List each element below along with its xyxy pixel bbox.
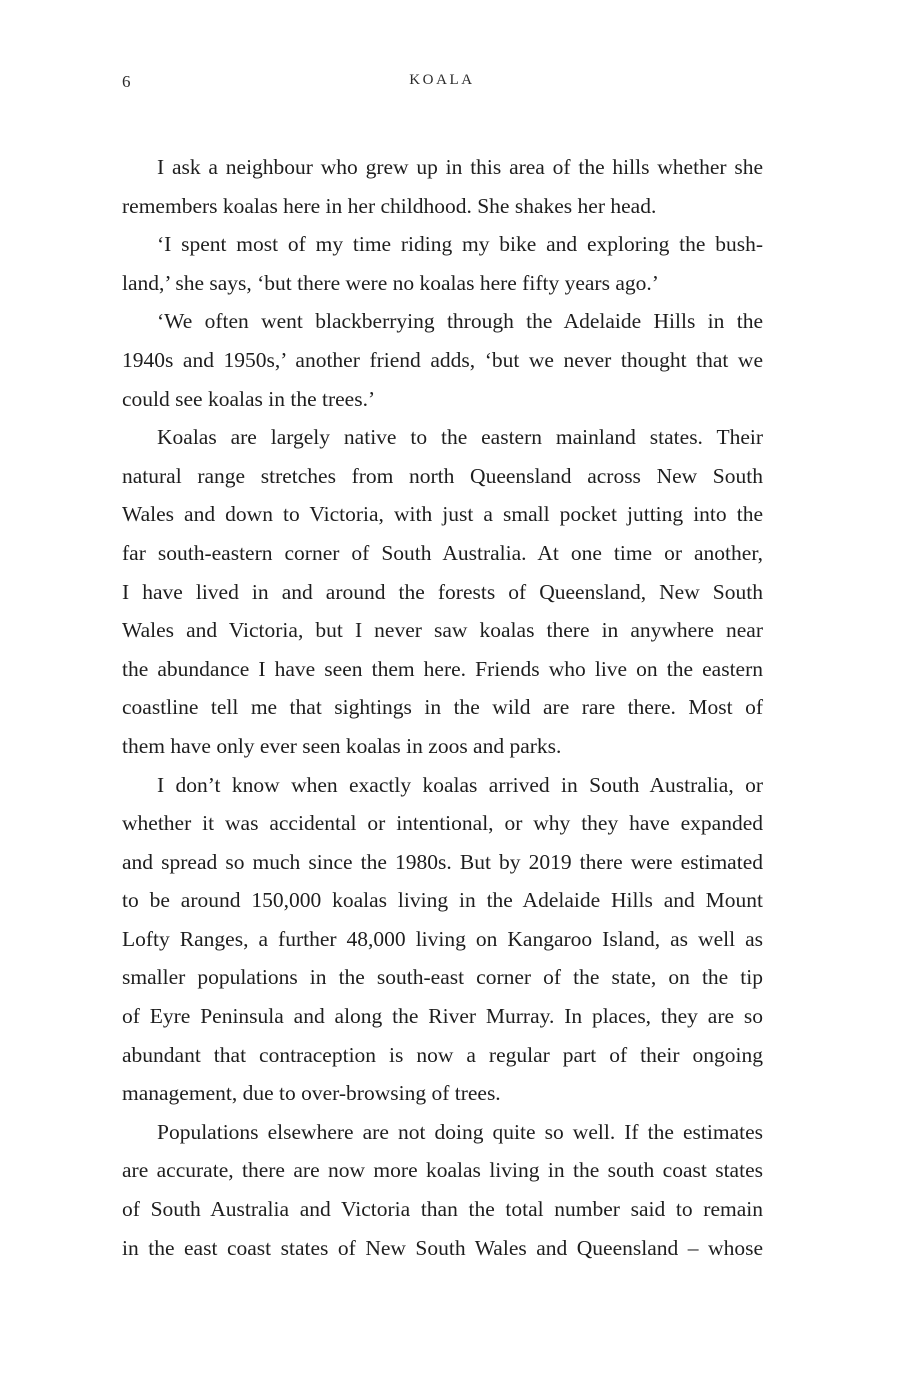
- text-line: Lofty Ranges, a further 48,000 living on Kangaroo Island, as well as: [122, 926, 763, 951]
- text-line: Wales and Victoria, but I never saw koalas there in anywhere near: [122, 618, 763, 643]
- text-line: management, due to over-browsing of trees.: [122, 1081, 501, 1106]
- text-line: in the east coast states of New South Wales and Queensland – whose: [122, 1235, 763, 1260]
- text-line: of Eyre Peninsula and along the River Murray. In places, they are so: [122, 1004, 763, 1029]
- text-line: abundant that contraception is now a regular part of their ongoing: [122, 1042, 763, 1067]
- text-line: are accurate, there are now more koalas living in the south coast states: [122, 1158, 763, 1183]
- text-line: I ask a neighbour who grew up in this area of the hills whether she: [157, 155, 763, 179]
- page-number: 6: [122, 72, 131, 91]
- text-line: Koalas are largely native to the eastern mainland states. Their: [157, 425, 763, 450]
- text-line: could see koalas in the trees.’: [122, 386, 376, 411]
- text-line: the abundance I have seen them here. Friends who live on the eastern: [122, 656, 763, 681]
- text-line: and spread so much since the 1980s. But by 2019 there were estimated: [122, 849, 763, 874]
- text-line: ‘I spent most of my time riding my bike and exploring the bush-: [157, 232, 763, 257]
- paragraph: [122, 418, 763, 765]
- text-line: ‘We often went blackberrying through the Adelaide Hills in the: [157, 309, 763, 334]
- text-line: natural range stretches from north Queensland across New South: [122, 463, 763, 488]
- running-head: [122, 72, 762, 96]
- text-line: I have lived in and around the forests of Queensland, New South: [122, 579, 763, 604]
- text-line: whether it was accidental or intentional, or why they have expanded: [122, 811, 763, 836]
- paragraph: [122, 1113, 763, 1267]
- text-line: smaller populations in the south-east corner of the state, on the tip: [122, 965, 763, 990]
- text-line: coastline tell me that sightings in the wild are rare there. Most of: [122, 695, 763, 720]
- text-line: Populations elsewhere are not doing quite so well. If the estimates: [157, 1119, 763, 1144]
- text-line: them have only ever seen koalas in zoos and parks.: [122, 733, 562, 758]
- paragraph: [122, 148, 763, 225]
- paragraph: [122, 766, 763, 1113]
- paragraph: [122, 302, 763, 418]
- text-line: to be around 150,000 koalas living in the Adelaide Hills and Mount: [122, 888, 763, 913]
- paragraph: [122, 225, 763, 302]
- text-line: land,’ she says, ‘but there were no koalas here fifty years ago.’: [122, 270, 659, 295]
- text-line: 1940s and 1950s,’ another friend adds, ‘but we never thought that we: [122, 347, 763, 372]
- text-line: of South Australia and Victoria than the total number said to remain: [122, 1197, 763, 1222]
- text-line: I don’t know when exactly koalas arrived in South Australia, or: [157, 772, 763, 797]
- running-title: KOALA: [409, 72, 475, 88]
- text-line: Wales and down to Victoria, with just a small pocket jutting into the: [122, 502, 763, 527]
- text-line: remembers koalas here in her childhood. She shakes her head.: [122, 193, 657, 218]
- body-text: [122, 148, 763, 1267]
- text-line: far south-eastern corner of South Australia. At one time or another,: [122, 540, 763, 565]
